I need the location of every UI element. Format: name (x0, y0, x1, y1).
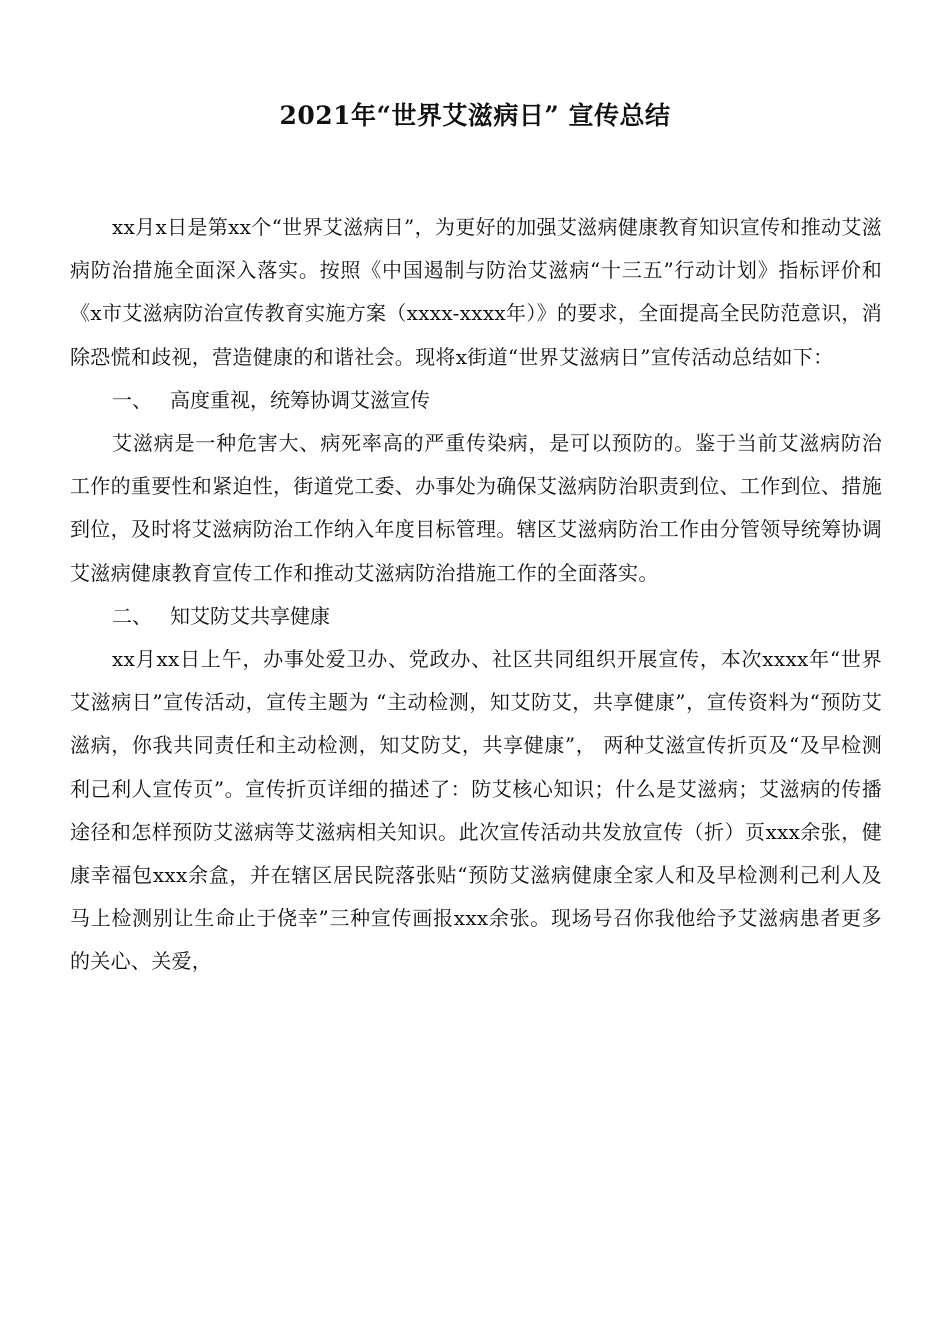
section-heading-text-2: 知艾防艾共享健康 (170, 603, 330, 628)
section-paragraph-1: 艾滋病是一种危害大、病死率高的严重传染病，是可以预防的。鉴于当前艾滋病防治工作的重要性和紧迫性，街道党工委、办事处为确保艾滋病防治职责到位、工作到位、措施到位，及时将艾滋病防治工作纳入年度目标管理。辖区艾滋病防治工作由分管领导统筹协调艾滋病健康教育宣传工作和推动艾滋病防治措施工作的全面落实。 (70, 431, 882, 585)
section-paragraph-2: xx月xx日上午，办事处爱卫办、党政办、社区共同组织开展宣传，本次xxxx年“世界艾滋病日”宣传活动，宣传主题为 “主动检测，知艾防艾，共享健康”，宣传资料为“预防艾滋病，你我共同责任和主动检测，知艾防艾，共享健康”， 两种艾滋宣传折页及“及早检测利己利人宣传页”。宣传折页详细的描述了：防艾核心知识；什么是艾滋病；艾滋病的传播途径和怎样预防艾滋病等艾滋病相关知识。此次宣传活动共发放宣传（折）页xxx余张，健康幸福包xxx余盒，并在辖区居民院落张贴“预防艾滋病健康全家人和及早检测利己利人及马上检测别让生命止于侥幸”三种宣传画报xxx余张。现场号召你我他给予艾滋病患者更多的关心、关爱， (70, 647, 882, 974)
section-number-2: 二、 (112, 603, 152, 628)
intro-paragraph: xx月x日是第xx个“世界艾滋病日”，为更好的加强艾滋病健康教育知识宣传和推动艾滋病防治措施全面深入落实。按照《中国遏制与防治艾滋病“十三五”行动计划》指标评价和《x市艾滋病防治宣传教育实施方案（xxxx-xxxx年）》的要求，全面提高全民防范意识，消除恐慌和歧视，营造健康的和谐社会。现将x街道“世界艾滋病日”宣传活动总结如下： (70, 215, 882, 369)
document-title: 2021年“世界艾滋病日” 宣传总结 (279, 101, 671, 130)
section-number-1: 一、 (112, 387, 152, 412)
section-heading-2 (70, 595, 882, 638)
section-heading-1 (70, 379, 882, 422)
document-body (70, 206, 882, 984)
section-heading-text-1: 高度重视，统筹协调艾滋宣传 (170, 387, 430, 412)
